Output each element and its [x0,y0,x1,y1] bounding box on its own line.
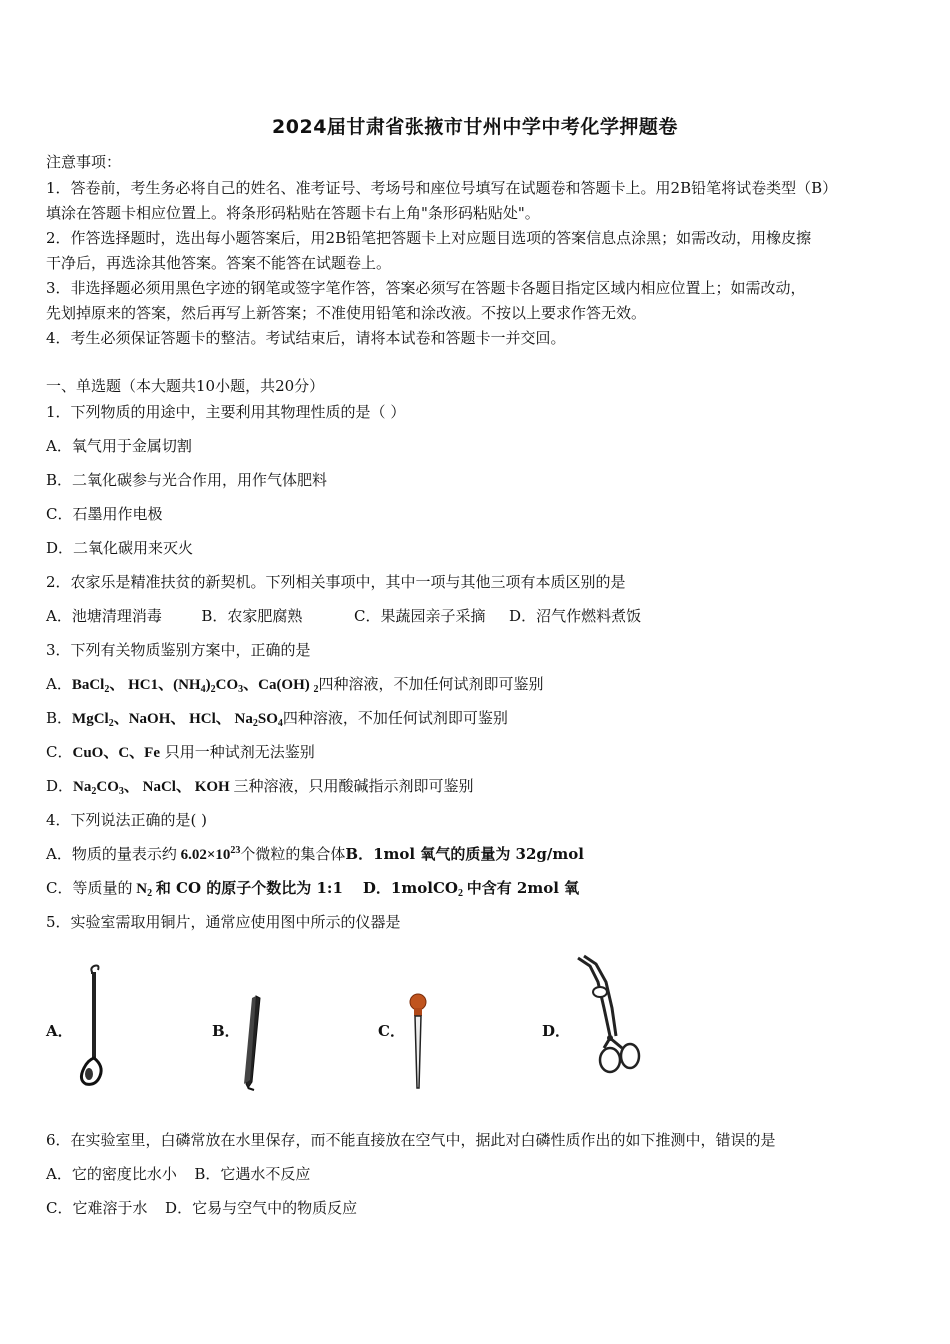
notice-line: 填涂在答题卡相应位置上。将条形码粘贴在答题卡右上角"条形码粘贴处"。 [46,204,540,222]
notice-line: 2．作答选择题时，选出每小题答案后，用2B铅笔把答题卡上对应题目选项的答案信息点涂黑；如需改动，用橡皮擦 [46,229,812,247]
question-5-option-d: D． [542,1022,571,1040]
notice-line: 1．答卷前，考生务必将自己的姓名、准考证号、考场号和座位号填写在试题卷和答题卡上。用2B铅笔将试卷类型（B） [46,179,838,197]
question-5-option-b: B． [212,1022,240,1040]
question-6-option-c: C．它难溶于水 [46,1199,148,1217]
question-3-option-b: B．MgCl$_2$、NaOH、 HCl、 $Na_2SO_4$四种溶液，不加任何试剂即可鉴别 [46,709,508,729]
question-1-option-d: D．二氧化碳用来灭火 [46,539,194,557]
question-3-option-d: D．$Na_2CO_3$、 NaCl、 KOH 三种溶液，只用酸碱指示剂即可鉴别 [46,777,474,797]
tweezers-icon [238,992,268,1092]
question-1-option-c: C．石墨用作电极 [46,505,163,523]
question-4-option-b: B．1mol 氧气的质量为 32g/mol [345,845,584,863]
notice-heading: 注意事项： [46,153,122,171]
question-3-stem: 3．下列有关物质鉴别方案中，正确的是 [46,641,311,659]
question-4-options-ab: A．物质的量表示约 $6.02\times 10^{23}$个微粒的集合体B．1mol 氧气的质量为 32g/mol [46,845,584,863]
question-3-option-c: C．CuO、C、Fe 只用一种试剂无法鉴别 [46,743,315,761]
question-5-option-c: C． [378,1022,405,1040]
notice-line: 干净后，再选涂其他答案。答案不能答在试题卷上。 [46,254,392,272]
question-5-option-a: A． [46,1022,73,1040]
question-6-option-b: B．它遇水不反应 [194,1165,311,1183]
notice-line: 先划掉原来的答案，然后再写上新答案；不准使用铅笔和涂改液。不按以上要求作答无效。 [46,304,647,322]
section-heading: 一、单选题（本大题共10小题，共20分） [46,377,325,395]
page-title: 2024届甘肃省张掖市甘州中学中考化学押题卷 [272,116,678,138]
question-3-option-a: A．BaCl$_2$、 HC1、$(NH_4)_2CO_3$、Ca(OH) $_2$四种溶液，不加任何试剂即可鉴别 [46,675,544,695]
notice-line: 4．考生必须保证答题卡的整洁。考试结束后，请将本试卷和答题卡一并交回。 [46,329,566,347]
dropper-icon [404,990,432,1094]
question-1-option-a: A．氧气用于金属切割 [46,437,192,455]
question-4-options-cd: C．等质量的 $N_2$ 和 CO 的原子个数比为 1:1 D．1molCO$_2$ 中含有 2mol 氧 [46,879,580,899]
question-2-option-c: C．果蔬园亲子采摘 [354,607,486,625]
spoon-spatula-icon [72,962,112,1088]
question-6-option-d: D．它易与空气中的物质反应 [165,1199,358,1217]
question-2-stem: 2．农家乐是精准扶贫的新契机。下列相关事项中，其中一项与其他三项有本质区别的是 [46,573,626,591]
crucible-tongs-icon [570,952,644,1078]
question-6-stem: 6．在实验室里，白磷常放在水里保存，而不能直接放在空气中，据此对白磷性质作出的如下推测中，错误的是 [46,1131,776,1149]
question-5-stem: 5．实验室需取用铜片，通常应使用图中所示的仪器是 [46,913,401,931]
question-2-options [46,606,910,626]
question-1-option-b: B．二氧化碳参与光合作用，用作气体肥料 [46,471,328,489]
question-6-option-a: A．它的密度比水小 [46,1165,177,1183]
notice-line: 3．非选择题必须用黑色字迹的钢笔或签字笔作答，答案必须写在答题卡各题目指定区域内相应位置上；如需改动， [46,279,806,297]
question-4-stem: 4．下列说法正确的是( ) [46,811,208,829]
question-2-option-d: D．沼气作燃料煮饭 [509,607,642,625]
question-6-options-cd [46,1198,910,1218]
question-2-option-b: B．农家肥腐熟 [201,607,303,625]
question-6-options-ab [46,1164,910,1184]
question-2-option-a: A．池塘清理消毒 [46,607,162,625]
question-1-stem: 1．下列物质的用途中，主要利用其物理性质的是（ ） [46,403,406,421]
